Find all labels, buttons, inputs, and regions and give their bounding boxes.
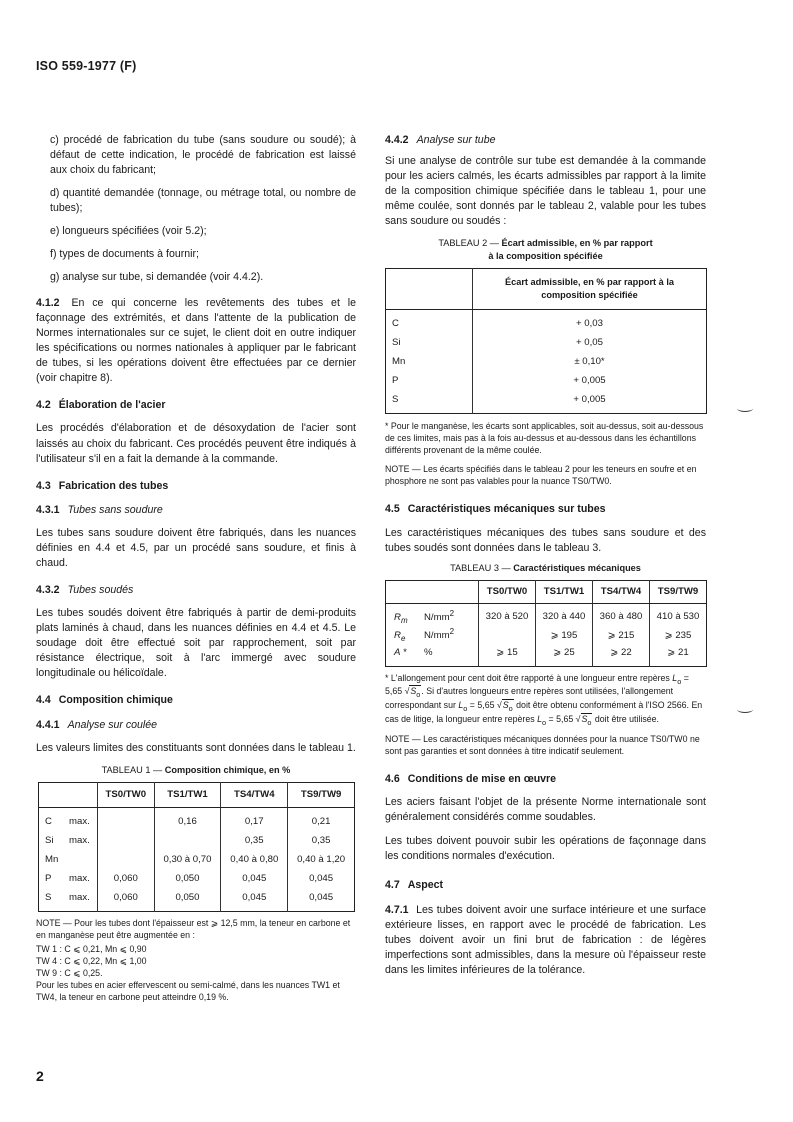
table-header: TS0/TW0 [98,783,155,808]
table-header: TS4/TW4 [593,580,650,603]
table-1-note: NOTE — Pour les tubes dont l'épaisseur est ⩾ 12,5 mm, la teneur en carbone et en manganèse peut être augmentée en : [36,918,351,940]
table-header [386,580,479,603]
table-1-note-line: TW 4 : C ⩽ 0,22, Mn ⩽ 1,00 [36,955,147,966]
table-header [386,269,473,310]
paragraph-4-7-1: 4.7.1 Les tubes doivent avoir une surface intérieure et une surface extérieure lisses, en rapport avec le procédé de fabrication. Les tubes doivent avoir un fini brut de fabrication : de légères imperfections sont admissibles, dans la mesure où l'épaisseur reste dans les limites inférieures de la tolérance. [385,904,706,977]
table-3-mechanical-properties [385,580,707,667]
paragraph-4-4-1: Les valeurs limites des constituants sont données dans le tableau 1. [36,741,356,754]
table-row: P max. 0,060 0,050 0,045 0,045 [39,869,355,888]
heading-4-3-2: 4.3.2 Tubes soudés [36,583,134,596]
table-header: Écart admissible, en % par rapport à la composition spécifiée [473,269,707,310]
table-row: P + 0,005 [386,371,707,390]
left-column [36,133,356,1006]
table-1-note-line: TW 1 : C ⩽ 0,21, Mn ⩽ 0,90 [36,943,147,954]
table-3-caption: TABLEAU 3 — Caractéristiques mécaniques [450,562,641,573]
page-number: 2 [36,1068,44,1084]
list-item: c) procédé de fabrication du tube (sans soudure ou soudé); à défaut de cette indication, le procédé de fabrication est laissé aux choix du fabricant; [50,134,356,177]
table-1-caption: TABLEAU 1 — Composition chimique, en % [101,765,291,775]
table-1-note-line: TW 9 : C ⩽ 0,25. [36,967,103,978]
table-row: C max. 0,16 0,17 0,21 [39,808,355,832]
binding-mark [737,405,753,412]
table-header: TS1/TW1 [536,580,593,603]
table-header: TS9/TW9 [288,783,355,808]
list-item: e) longueurs spécifiées (voir 5.2); [50,225,207,238]
table-row: $R_e$ $N/mm^2$ ⩾ 195 ⩾ 215 ⩾ 235 [386,626,707,644]
binding-mark [737,706,753,713]
table-row: C + 0,03 [386,310,707,334]
table-row: A * % ⩾ 15 ⩾ 25 ⩾ 22 ⩾ 21 [386,645,707,667]
table-2-footnote: * Pour le manganèse, les écarts sont applicables, soit au-dessus, soit au-dessous de ces limites, mais pas à la fois au-dessus et au-dessous dans les échantillons différents provenant de la même coulée. [385,421,704,456]
list-item: g) analyse sur tube, si demandée (voir 4.4.2). [50,271,264,284]
table-header: TS1/TW1 [154,783,221,808]
table-2-admissible-deviation [385,268,707,414]
list-item: f) types de documents à fournir; [50,248,199,261]
table-row: S max. 0,060 0,050 0,045 0,045 [39,888,355,912]
paragraph-4-3-2: Les tubes soudés doivent être fabriqués à partir de demi-produits plats laminés à chaud, dans les nuances définies en 4.4 et 4.5. Le soudage doit être effectué soit par rapprochement, soit par résistance électrique, soit à l'arc immergé avec soudure longitudinale ou hélicoïdale. [36,606,356,679]
paragraph-4-4-2: Si une analyse de contrôle sur tube est demandée à la commande pour les aciers calmés, les écarts admissibles par rapport à la limite de la composition chimique spécifiée dans le tableau 1, pour une même coulée, sont donnés par le tableau 2, valable pour les tubes sans soudure ou soudés : [385,155,706,228]
heading-4-6: 4.6 Conditions de mise en œuvre [385,773,557,786]
table-row: Mn 0,30 à 0,70 0,40 à 0,80 0,40 à 1,20 [39,850,355,869]
heading-4-3-1: 4.3.1 Tubes sans soudure [36,503,163,516]
table-row: $R_m$ $N/mm^2$ 320 à 520 320 à 440 360 à 480 410 à 530 [386,603,707,626]
heading-4-4-1: 4.4.1 Analyse sur coulée [36,718,158,731]
paragraph-4-2: Les procédés d'élaboration et de désoxydation de l'acier sont laissés au choix du fabricant. Ces procédés peuvent être indiqués à l'utilisateur s'il en a fait la demande à la commande. [36,422,356,465]
list-item: d) quantité demandée (tonnage, ou métrage total, ou nombre de tubes); [50,187,356,215]
table-2-note: NOTE — Les écarts spécifiés dans le tableau 2 pour les teneurs en soufre et en phosphore ne sont pas valables pour la nuance TS0/TW0. [385,463,697,486]
table-row: Si + 0,05 [386,333,707,352]
table-header [39,783,98,808]
table-1-chemical-composition [38,782,355,912]
heading-4-7: 4.7 Aspect [385,879,444,892]
heading-4-3: 4.3 Fabrication des tubes [36,479,169,492]
heading-4-5: 4.5 Caractéristiques mécaniques sur tubes [385,502,606,515]
paragraph-4-1-2: 4.1.2 En ce qui concerne les revêtements des tubes et le façonnage des extrémités, et dans l'attente de la publication de Normes internationales sur ce sujet, le client doit en outre indiquer les spécifications ou normes nationales à appliquer par le fabricant de tubes, si les opérations doivent être effectuées par ce dernier (voir chapitre 8). [36,297,356,385]
paragraph-4-6-b: Les tubes doivent pouvoir subir les opérations de façonnage dans les conditions normales d'exécution. [385,835,706,863]
heading-4-4: 4.4 Composition chimique [36,693,173,706]
paragraph-4-3-1: Les tubes sans soudure doivent être fabriqués, dans les nuances définies en 4.4 et 4.5, par un procédé sans soudure, et finis à chaud. [36,526,356,569]
table-header: TS0/TW0 [479,580,536,603]
paragraph-4-5: Les caractéristiques mécaniques des tubes sans soudure et des tubes soudés sont données dans le tableau 3. [385,526,706,554]
table-3-footnote: * L'allongement pour cent doit être rapporté à une longueur entre repères $L_o = 5,65$ $√S_o$. Si d'autres longueurs entre repères sont utilisées, l'allongement correspondant sur $L_o = 5,65$ $√S_o$ doit être obtenu conformément à l'ISO 2566. En cas de litige, la longueur entre repères $L_o = 5,65$ $√S_o$ doit être utilisée. [385,672,703,727]
table-3-note: NOTE — Les caractéristiques mécaniques données pour la nuance TS0/TW0 ne sont pas garanties et sont données à titre indicatif seulement. [385,734,700,757]
table-row: S + 0,005 [386,390,707,414]
right-column [385,133,706,987]
paragraph-4-6-a: Les aciers faisant l'objet de la présente Norme internationale sont généralement considérés comme soudables. [385,796,706,824]
table-row: Mn ± 0,10* [386,352,707,371]
document-header: ISO 559-1977 (F) [36,59,137,73]
table-header: TS9/TW9 [650,580,707,603]
heading-4-2: 4.2 Élaboration de l'acier [36,399,166,412]
table-2-caption: TABLEAU 2 — Écart admissible, en % par rapport à la composition spécifiée [438,238,653,262]
table-row: Si max. 0,35 0,35 [39,831,355,850]
table-header: TS4/TW4 [221,783,288,808]
heading-4-4-2: 4.4.2 Analyse sur tube [385,134,496,146]
table-1-note-line: Pour les tubes en acier effervescent ou semi-calmé, dans les nuances TW1 et TW4, la teneur en carbone peut atteindre 0,19 %. [36,980,340,1003]
